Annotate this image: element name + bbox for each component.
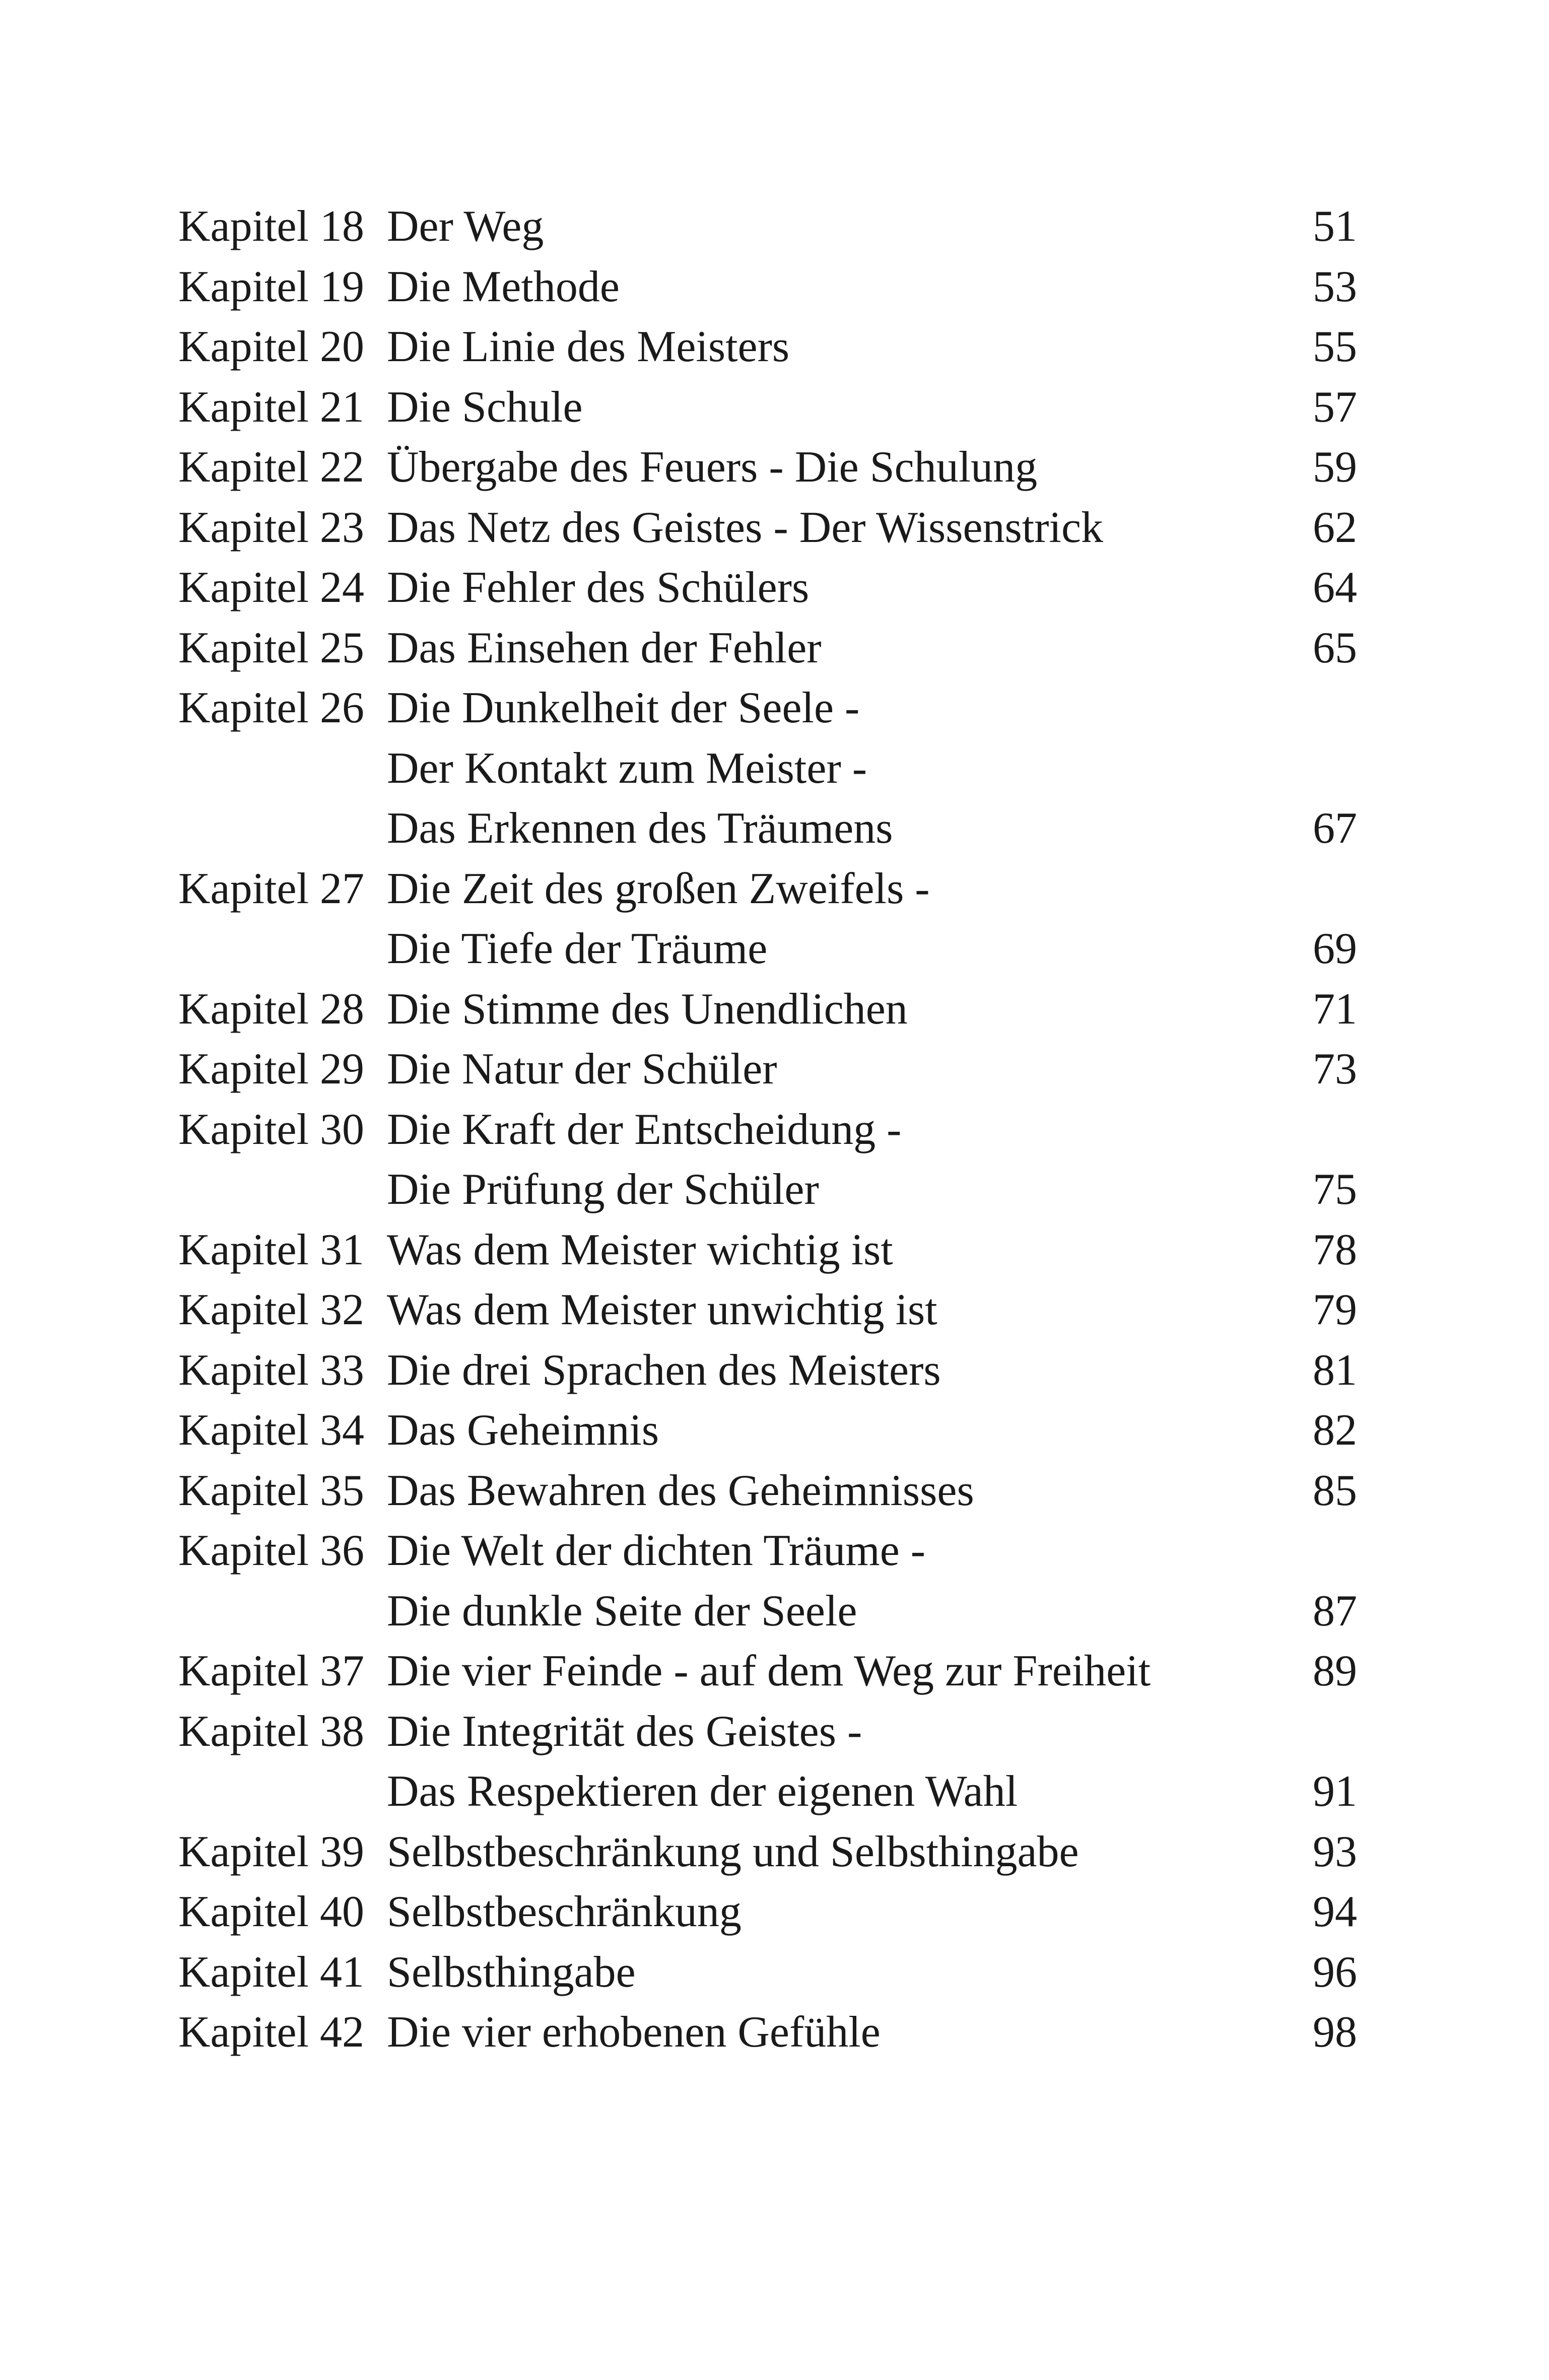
toc-entry xyxy=(178,1039,1357,1100)
chapter-title: Was dem Meister wichtig ist xyxy=(387,1225,893,1274)
toc-entry xyxy=(178,919,1357,979)
chapter-number: Kapitel 38 xyxy=(178,1707,365,1756)
page-number: 51 xyxy=(1313,202,1357,251)
toc-entry xyxy=(178,558,1357,618)
toc-entry xyxy=(178,1641,1357,1702)
chapter-title: Die Natur der Schüler xyxy=(387,1045,777,1094)
page-number: 55 xyxy=(1313,322,1357,371)
chapter-number: Kapitel 29 xyxy=(178,1045,365,1094)
page-number: 75 xyxy=(1313,1165,1357,1214)
chapter-title: Die Fehler des Schülers xyxy=(387,563,810,612)
page-number: 67 xyxy=(1313,804,1357,853)
chapter-number: Kapitel 19 xyxy=(178,262,365,311)
chapter-title: Die Welt der dichten Träume - xyxy=(387,1526,926,1575)
chapter-number: Kapitel 28 xyxy=(178,984,365,1034)
table-of-contents xyxy=(178,196,1357,2063)
page-number: 94 xyxy=(1313,1887,1357,1936)
toc-entry xyxy=(178,2002,1357,2063)
chapter-number: Kapitel 23 xyxy=(178,503,365,552)
chapter-title: Der Kontakt zum Meister - xyxy=(387,743,867,793)
chapter-number: Kapitel 32 xyxy=(178,1285,365,1334)
chapter-title: Übergabe des Feuers - Die Schulung xyxy=(387,443,1038,492)
toc-entry xyxy=(178,979,1357,1040)
chapter-title: Die Dunkelheit der Seele - xyxy=(387,684,860,732)
toc-entry xyxy=(178,377,1357,438)
page-number: 71 xyxy=(1313,984,1357,1034)
chapter-number: Kapitel 22 xyxy=(178,443,365,492)
chapter-title: Selbsthingabe xyxy=(387,1947,636,1997)
chapter-number: Kapitel 40 xyxy=(178,1887,365,1936)
toc-entry xyxy=(178,1702,1357,1762)
page-number: 53 xyxy=(1313,262,1357,311)
chapter-number: Kapitel 24 xyxy=(178,563,365,612)
page-number: 59 xyxy=(1313,443,1357,492)
chapter-title: Die dunkle Seite der Seele xyxy=(387,1586,857,1636)
toc-entry xyxy=(178,196,1357,257)
chapter-title: Das Netz des Geistes - Der Wissenstrick xyxy=(387,503,1104,552)
chapter-title: Die Schule xyxy=(387,382,583,432)
chapter-number: Kapitel 18 xyxy=(178,202,365,251)
toc-entry xyxy=(178,1761,1357,1822)
toc-entry xyxy=(178,1581,1357,1642)
chapter-title: Die Integrität des Geistes - xyxy=(387,1707,862,1756)
chapter-title: Das Geheimnis xyxy=(387,1406,659,1455)
chapter-title: Selbstbeschränkung und Selbsthingabe xyxy=(387,1827,1079,1876)
page-number: 82 xyxy=(1313,1406,1357,1455)
chapter-number: Kapitel 41 xyxy=(178,1947,365,1997)
toc-entry xyxy=(178,1461,1357,1521)
chapter-number: Kapitel 37 xyxy=(178,1647,365,1695)
page-number: 57 xyxy=(1313,382,1357,432)
toc-entry xyxy=(178,1882,1357,1942)
chapter-number: Kapitel 36 xyxy=(178,1526,365,1575)
chapter-title: Selbstbeschränkung xyxy=(387,1887,742,1936)
chapter-title: Die Prüfung der Schüler xyxy=(387,1165,819,1214)
chapter-title: Die Tiefe der Träume xyxy=(387,924,768,973)
chapter-title: Das Erkennen des Träumens xyxy=(387,804,893,853)
chapter-number: Kapitel 35 xyxy=(178,1466,365,1515)
chapter-title: Die drei Sprachen des Meisters xyxy=(387,1345,941,1395)
toc-entry xyxy=(178,1822,1357,1882)
toc-entry xyxy=(178,1942,1357,2003)
toc-entry xyxy=(178,1400,1357,1461)
page-number: 96 xyxy=(1313,1947,1357,1997)
page-number: 65 xyxy=(1313,623,1357,672)
page-number: 78 xyxy=(1313,1225,1357,1274)
page-number: 64 xyxy=(1313,563,1357,612)
toc-entry xyxy=(178,1340,1357,1401)
page-number: 91 xyxy=(1313,1767,1357,1816)
chapter-title: Die Linie des Meisters xyxy=(387,322,790,371)
toc-entry xyxy=(178,437,1357,498)
chapter-number: Kapitel 20 xyxy=(178,322,365,371)
toc-entry xyxy=(178,1521,1357,1581)
chapter-number: Kapitel 31 xyxy=(178,1225,365,1274)
chapter-title: Die Methode xyxy=(387,262,620,311)
page-number: 87 xyxy=(1313,1586,1357,1636)
chapter-number: Kapitel 26 xyxy=(178,684,365,732)
chapter-number: Kapitel 34 xyxy=(178,1406,365,1455)
chapter-number: Kapitel 21 xyxy=(178,382,365,432)
page-number: 93 xyxy=(1313,1827,1357,1876)
chapter-number: Kapitel 42 xyxy=(178,2008,365,2057)
chapter-number: Kapitel 25 xyxy=(178,623,365,672)
chapter-title: Die Zeit des großen Zweifels - xyxy=(387,864,930,913)
toc-entry xyxy=(178,498,1357,558)
chapter-title: Die vier Feinde - auf dem Weg zur Freiheit xyxy=(387,1647,1151,1695)
toc-entry xyxy=(178,859,1357,919)
chapter-number: Kapitel 33 xyxy=(178,1345,365,1395)
chapter-number: Kapitel 27 xyxy=(178,864,365,913)
chapter-title: Das Einsehen der Fehler xyxy=(387,623,822,672)
toc-entry xyxy=(178,798,1357,859)
chapter-title: Die vier erhobenen Gefühle xyxy=(387,2008,881,2057)
chapter-title: Das Respektieren der eigenen Wahl xyxy=(387,1767,1018,1816)
toc-entry xyxy=(178,1100,1357,1160)
page-number: 98 xyxy=(1313,2008,1357,2057)
toc-entry xyxy=(178,678,1357,738)
chapter-title: Die Kraft der Entscheidung - xyxy=(387,1105,902,1154)
toc-entry xyxy=(178,257,1357,317)
page-number: 69 xyxy=(1313,924,1357,973)
toc-entry xyxy=(178,618,1357,678)
toc-entry xyxy=(178,1220,1357,1280)
chapter-title: Was dem Meister unwichtig ist xyxy=(387,1285,937,1334)
page-number: 89 xyxy=(1313,1647,1357,1695)
page-number: 79 xyxy=(1313,1285,1357,1334)
page-number: 81 xyxy=(1313,1345,1357,1395)
page-number: 62 xyxy=(1313,503,1357,552)
chapter-number: Kapitel 39 xyxy=(178,1827,365,1876)
toc-entry xyxy=(178,1160,1357,1220)
toc-entry xyxy=(178,317,1357,377)
chapter-title: Das Bewahren des Geheimnisses xyxy=(387,1466,974,1515)
page-number: 85 xyxy=(1313,1466,1357,1515)
toc-entry xyxy=(178,738,1357,799)
chapter-number: Kapitel 30 xyxy=(178,1105,365,1154)
page-number: 73 xyxy=(1313,1045,1357,1094)
chapter-title: Die Stimme des Unendlichen xyxy=(387,984,908,1034)
toc-entry xyxy=(178,1280,1357,1340)
chapter-title: Der Weg xyxy=(387,202,544,251)
